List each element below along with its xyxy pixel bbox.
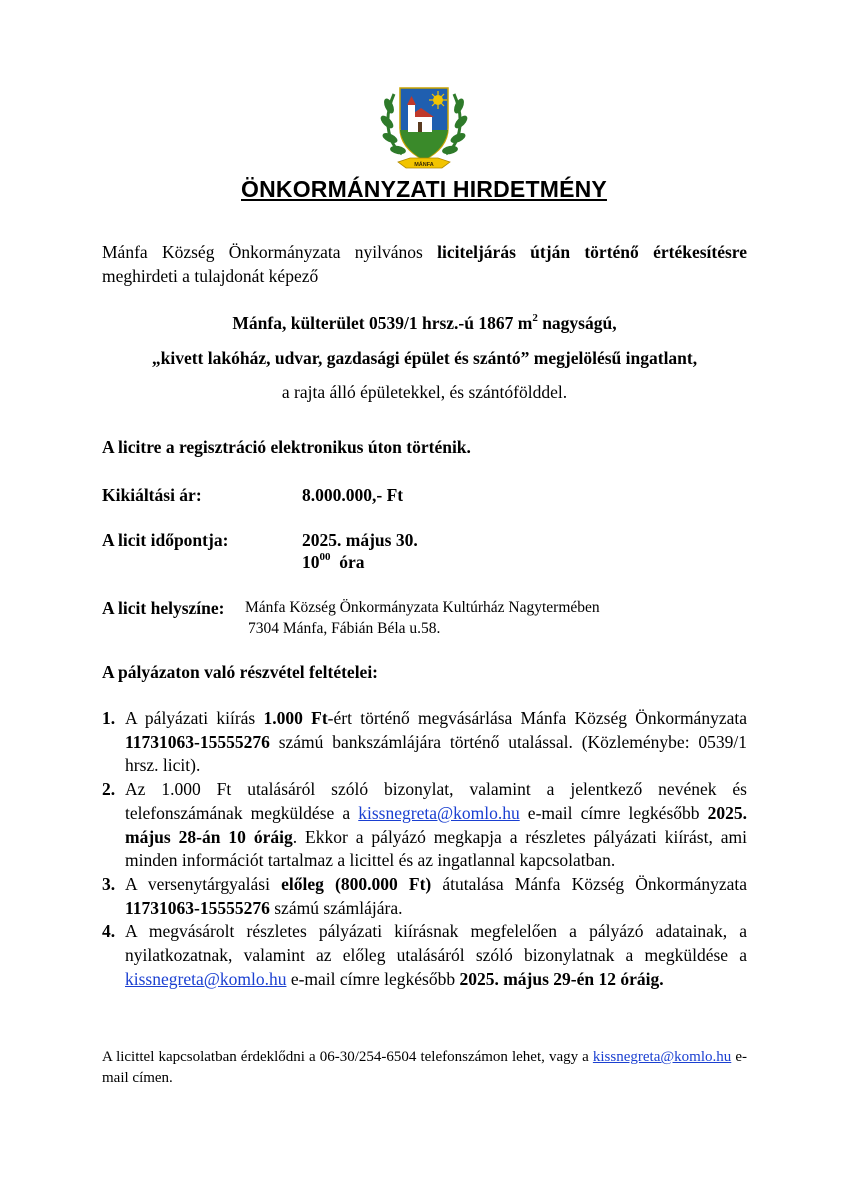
- intro-text-1: Mánfa Község Önkormányzata nyilvános: [102, 242, 438, 262]
- bank-account-number: 11731063-15555276: [125, 731, 270, 752]
- price-label: Kikiáltási ár:: [102, 485, 202, 505]
- time-value: [302, 552, 365, 573]
- footer-text: e-mail címen.: [102, 1049, 747, 1086]
- item-text: A megvásárolt részletes pályázati kiírásnak megfelelően a pályázó adatainak, a nyilatkozatnak, valamint az előleg utalásáról szóló bizonylatnak a megküldése a: [125, 921, 747, 966]
- item-text: A pályázati kiírás: [125, 708, 264, 728]
- item-text: Az 1.000 Ft utalásáról szóló bizonylat, valamint a jelentkező nevének és telefonszámának megküldése a: [125, 779, 747, 823]
- item-number: 4.: [102, 921, 116, 942]
- item-text: e-mail címre legkésőbb: [519, 802, 708, 823]
- email-link[interactable]: kissnegreta@komlo.hu: [358, 802, 520, 823]
- conditions-list: [102, 707, 747, 991]
- item-text: számú számlájára.: [269, 897, 403, 918]
- property-line-1: [102, 313, 747, 334]
- intro-text-2: meghirdeti a tulajdonát képező: [102, 266, 319, 286]
- property-text-a: Mánfa, külterület 0539/1 hrsz.-ú 1867 m: [232, 313, 533, 333]
- date-label: A licit időpontja:: [102, 530, 229, 550]
- location-label: A licit helyszíne:: [102, 598, 225, 618]
- property-line-3: a rajta álló épületekkel, és szántófölddel.: [281, 382, 568, 402]
- deadline-text: 2025. május 28-án 10 óráig: [125, 802, 747, 847]
- intro-bold-text: liciteljárás útján történő értékesítésre: [437, 242, 748, 262]
- location-line-2: 7304 Mánfa, Fábián Béla u.58.: [248, 620, 441, 637]
- item-number: 3.: [102, 873, 116, 894]
- item-text: e-mail címre legkésőbb: [286, 968, 460, 989]
- property-sup: 2: [532, 312, 538, 325]
- item-text: számú bankszámlájára történő utalással. (Közleménybe: 0539/1 hrsz. licit).: [125, 731, 747, 776]
- date-value: 2025. május 30.: [302, 530, 418, 550]
- registration-note: A licitre a regisztráció elektronikus úton történik.: [102, 437, 471, 457]
- coat-of-arms-icon: [380, 84, 468, 176]
- item-text: . Ekkor a pályázó megkapja a részletes pályázati kiírást, ami minden információt tartalmaz a licittel és az ingatlannal kapcsolatban.: [125, 826, 748, 871]
- item-text: -ért történő megvásárlása Mánfa Község Önkormányzata: [327, 708, 747, 728]
- email-link[interactable]: kissnegreta@komlo.hu: [125, 968, 287, 989]
- item-number: 1.: [102, 708, 116, 728]
- list-item: [102, 778, 747, 873]
- contact-footer: [102, 1047, 747, 1089]
- property-text-b: nagyságú,: [537, 313, 617, 333]
- item-text: átutalása Mánfa Község Önkormányzata: [431, 873, 747, 894]
- deadline-text: 2025. május 29-én 12 óráig.: [459, 968, 664, 989]
- intro-paragraph: [102, 240, 747, 288]
- list-item: [102, 920, 747, 991]
- time-hour: 10: [302, 552, 320, 572]
- item-text: A versenytárgyalási: [125, 873, 282, 894]
- deposit-text: előleg (800.000 Ft): [281, 873, 432, 894]
- conditions-title: A pályázaton való részvétel feltételei:: [102, 662, 379, 682]
- footer-email-link[interactable]: kissnegreta@komlo.hu: [592, 1049, 732, 1065]
- list-item: [102, 873, 747, 920]
- property-line-2: „kivett lakóház, udvar, gazdasági épület és szántó” megjelölésű ingatlant,: [151, 348, 698, 368]
- item-bold: 1.000 Ft: [263, 708, 328, 728]
- page-title: ÖNKORMÁNYZATI HIRDETMÉNY: [241, 176, 607, 202]
- time-suffix: óra: [339, 552, 365, 572]
- price-value: 8.000.000,- Ft: [302, 485, 404, 505]
- item-number: 2.: [102, 779, 116, 800]
- location-line-1: Mánfa Község Önkormányzata Kultúrház Nagytermében: [245, 599, 600, 616]
- svg-text:MÁNFA: MÁNFA: [414, 162, 434, 168]
- footer-text: A licittel kapcsolatban érdeklődni a 06-30/254-6504 telefonszámon lehet, vagy a: [102, 1049, 593, 1065]
- time-minutes: 00: [319, 551, 331, 564]
- list-item: [102, 707, 747, 778]
- bank-account-number: 11731063-15555276: [125, 897, 270, 918]
